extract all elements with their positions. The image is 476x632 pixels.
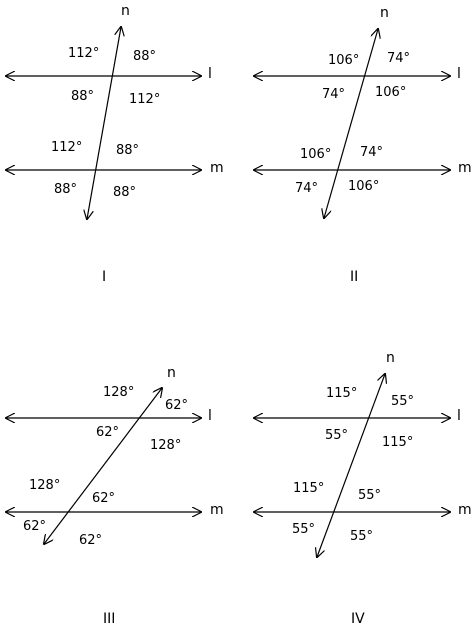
- label-m: m: [458, 160, 472, 176]
- angle-label: 112°: [129, 92, 161, 107]
- angle-label: 55°: [350, 529, 374, 544]
- label-n: n: [121, 3, 130, 19]
- label-m: m: [458, 502, 472, 518]
- label-n: n: [386, 350, 395, 366]
- angle-label: 62°: [92, 491, 116, 506]
- figure-caption: I: [102, 269, 107, 285]
- angle-label: 55°: [325, 428, 349, 443]
- figure-caption: II: [350, 269, 359, 285]
- angle-label: 55°: [358, 488, 382, 503]
- angle-label: 115°: [293, 481, 325, 496]
- figure-caption: III: [103, 611, 116, 627]
- angle-label: 62°: [96, 425, 120, 440]
- angle-label: 62°: [79, 533, 103, 548]
- angle-label: 88°: [113, 185, 137, 200]
- label-l: l: [457, 408, 461, 424]
- angle-label: 88°: [71, 89, 95, 104]
- angle-label: 55°: [391, 394, 415, 409]
- angle-label: 74°: [360, 145, 384, 160]
- angle-label: 112°: [68, 46, 100, 61]
- angle-label: 115°: [382, 435, 414, 450]
- angle-label: 62°: [23, 519, 47, 534]
- label-m: m: [210, 160, 224, 176]
- angle-label: 88°: [133, 49, 157, 64]
- label-n: n: [167, 365, 176, 381]
- figure-caption: IV: [351, 611, 365, 627]
- figure-3: [6, 365, 224, 627]
- figure-2: [254, 5, 472, 285]
- angle-label: 74°: [295, 181, 319, 196]
- angle-label: 74°: [387, 51, 411, 66]
- figure-4: [254, 350, 472, 627]
- angle-label: 112°: [51, 140, 83, 155]
- angle-label: 62°: [165, 398, 189, 413]
- label-m: m: [210, 502, 224, 518]
- figure-1: [6, 3, 224, 285]
- angle-label: 106°: [300, 147, 332, 162]
- angle-label: 115°: [326, 386, 358, 401]
- angle-label: 128°: [150, 438, 182, 453]
- angle-label: 88°: [116, 143, 140, 158]
- angle-label: 55°: [292, 522, 316, 537]
- angle-label: 106°: [348, 179, 380, 194]
- label-l: l: [208, 408, 212, 424]
- angle-label: 128°: [29, 478, 61, 493]
- angle-label: 74°: [322, 87, 346, 102]
- label-n: n: [380, 5, 389, 21]
- angle-label: 106°: [375, 85, 407, 100]
- line-n: [44, 388, 162, 544]
- angle-label: 128°: [103, 385, 135, 400]
- angle-label: 88°: [54, 182, 78, 197]
- angle-label: 106°: [328, 53, 360, 68]
- label-l: l: [457, 66, 461, 82]
- label-l: l: [208, 66, 212, 82]
